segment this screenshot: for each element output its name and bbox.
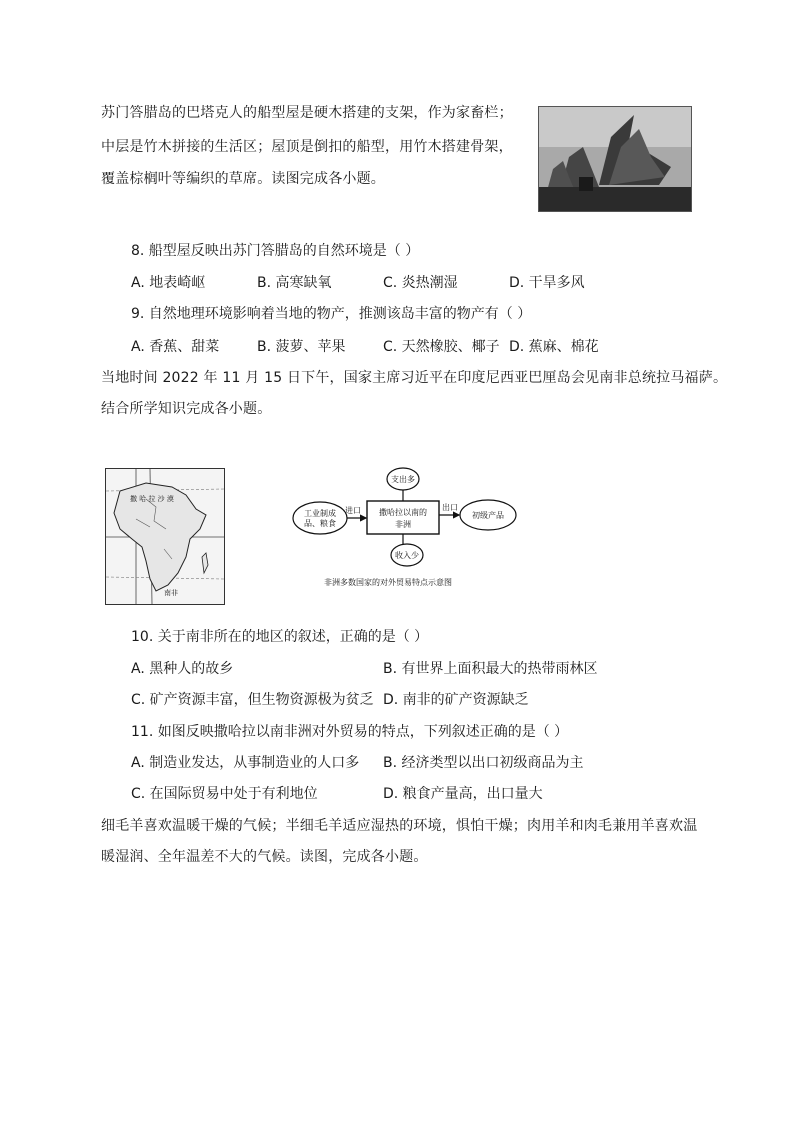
intro3-line-2: 暖湿润、全年温差不大的气候。读图，完成各小题。: [101, 849, 428, 865]
q11-option-c[interactable]: C. 在国际贸易中处于有利地位: [131, 786, 318, 802]
intro1-line-3: 覆盖棕榈叶等编织的草席。读图完成各小题。: [101, 171, 385, 187]
trade-diagram: [290, 465, 520, 590]
intro1-line-1: 苏门答腊岛的巴塔克人的船型屋是硬木搭建的支架，作为家畜栏；: [101, 105, 513, 121]
q11-stem: 11. 如图反映撒哈拉以南非洲对外贸易的特点，下列叙述正确的是（ ）: [131, 724, 569, 740]
q10-stem: 10. 关于南非所在的地区的叙述，正确的是（ ）: [131, 629, 429, 645]
q8-stem: 8. 船型屋反映出苏门答腊岛的自然环境是（ ）: [131, 243, 420, 259]
diagram-left-line2: 品、粮食: [304, 519, 336, 528]
q10-option-c[interactable]: C. 矿产资源丰富，但生物资源极为贫乏: [131, 692, 374, 708]
q8-option-b[interactable]: B. 高寒缺氧: [257, 275, 332, 291]
q9-option-a[interactable]: A. 香蕉、甜菜: [131, 339, 220, 355]
diagram-center-line1: 撒哈拉以南的: [379, 508, 427, 517]
diagram-caption: 非洲多数国家的对外贸易特点示意图: [324, 578, 452, 587]
boat-house-photo: [538, 106, 692, 212]
q11-option-b[interactable]: B. 经济类型以出口初级商品为主: [383, 755, 584, 771]
q9-stem: 9. 自然地理环境影响着当地的物产，推测该岛丰富的物产有（ ）: [131, 306, 532, 322]
q9-option-b[interactable]: B. 菠萝、苹果: [257, 339, 346, 355]
q8-option-c[interactable]: C. 炎热潮湿: [383, 275, 458, 291]
africa-map: [105, 468, 225, 605]
map-label-sahara: 撒 哈 拉 沙 漠: [130, 495, 174, 503]
q8-option-d[interactable]: D. 干旱多风: [509, 275, 585, 291]
intro2-line-1: 当地时间 2022 年 11 月 15 日下午，国家主席习近平在印度尼西亚巴厘岛会见南非总统拉马福萨。: [101, 370, 728, 386]
q9-option-c[interactable]: C. 天然橡胶、椰子: [383, 339, 500, 355]
q9-option-d[interactable]: D. 蕉麻、棉花: [509, 339, 599, 355]
diagram-export-label: 出口: [442, 503, 458, 512]
q10-option-a[interactable]: A. 黑种人的故乡: [131, 661, 234, 677]
diagram-bottom-label: 收入少: [395, 551, 419, 560]
diagram-left-line1: 工业制成: [304, 509, 336, 518]
diagram-center-line2: 非洲: [395, 520, 411, 529]
q10-option-d[interactable]: D. 南非的矿产资源缺乏: [383, 692, 529, 708]
q10-option-b[interactable]: B. 有世界上面积最大的热带雨林区: [383, 661, 598, 677]
intro1-line-2: 中层是竹木拼接的生活区；屋顶是倒扣的船型，用竹木搭建骨架，: [101, 139, 513, 155]
diagram-import-label: 进口: [345, 506, 361, 515]
intro3-line-1: 细毛羊喜欢温暖干燥的气候；半细毛羊适应湿热的环境，惧怕干燥；肉用羊和肉毛兼用羊喜欢温: [101, 818, 698, 834]
diagram-right-label: 初级产品: [472, 511, 504, 520]
q8-option-a[interactable]: A. 地表崎岖: [131, 275, 206, 291]
q11-option-a[interactable]: A. 制造业发达，从事制造业的人口多: [131, 755, 360, 771]
map-label-south-africa: 南非: [164, 589, 178, 597]
q11-option-d[interactable]: D. 粮食产量高，出口量大: [383, 786, 543, 802]
diagram-top-label: 支出多: [391, 475, 415, 484]
intro2-line-2: 结合所学知识完成各小题。: [101, 401, 272, 417]
